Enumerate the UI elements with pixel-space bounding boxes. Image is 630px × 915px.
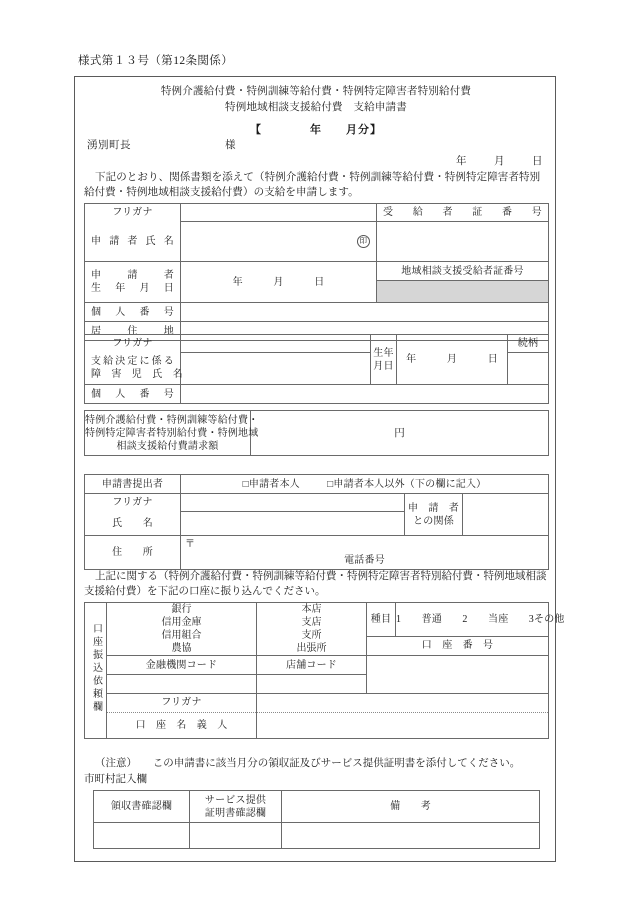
postal-code-mark: 〒 [185, 539, 196, 550]
holder-furigana-field[interactable] [257, 694, 548, 713]
bank-type-shinkumi: 信用組合 [161, 630, 202, 641]
account-number-label: 口 座 番 号 [367, 636, 549, 655]
date-month-label: 月 [494, 156, 505, 167]
branch-type-honten: 本店 [301, 604, 322, 615]
submitter-furigana-field[interactable] [181, 494, 405, 512]
title-line-1: 特例介護給付費・特例訓練等給付費・特例特定障害者特別給付費 [160, 86, 472, 97]
lead-paragraph: 下記のとおり、関係書類を添えて（特例介護給付費・特例訓練等給付費・特例特定障害者特別給付費・特例地域相談支援給付費）の支給を申請します。 [84, 172, 541, 198]
transfer-instruction: 上記に関する（特例介護給付費・特例訓練等給付費・特例特定障害者特別給付費・特例地域相談支援給付費）を下記の口座に振り込んでください。 [84, 571, 547, 597]
branch-code-input[interactable] [257, 675, 367, 694]
regional-recipient-number-label: 地域相談支援受給者証番号 [377, 262, 549, 281]
holder-name-label: 口 座 名 義 人 [135, 720, 228, 731]
applicant-birth-label: 申 請 者 生 年 月 日 [85, 262, 181, 303]
branch-type-shuccho: 出張所 [296, 643, 327, 654]
submitter-address-label: 住 所 [85, 536, 181, 570]
table-row [85, 222, 549, 262]
form-number: 様式第１３号（第12条関係） [78, 55, 234, 67]
remarks-label: 備 考 [282, 791, 540, 823]
applicant-table [84, 203, 549, 341]
bank-transfer-table [84, 602, 565, 739]
attachment-note: （注意） この申請書に該当月分の領収証及びサービス提供証明書を添付してください。 [95, 758, 521, 769]
bank-code-input[interactable] [107, 675, 257, 694]
applicant-birth-input[interactable]: 年 月 日 [181, 262, 377, 303]
receipt-check-input[interactable] [94, 823, 190, 849]
service-cert-label: サービス提供 証明書確認欄 [190, 791, 282, 823]
submitter-address-input[interactable] [181, 536, 549, 570]
table-row [85, 694, 549, 739]
branch-code-label: 店舗コード [257, 656, 367, 675]
service-cert-input[interactable] [190, 823, 282, 849]
addressee-honorific: 様 [225, 140, 236, 151]
bank-type-nokyo: 農協 [171, 643, 192, 654]
table-row [85, 475, 549, 494]
submitter-relation-label: 申 請 者 との関係 [405, 494, 463, 536]
date-year-label: 年 [456, 156, 467, 167]
form-inner-area [75, 77, 565, 863]
submitter-table [84, 474, 549, 570]
holder-name-field[interactable] [257, 713, 548, 738]
submitter-name-input[interactable] [181, 512, 405, 536]
target-month-line: 【 年 月分】 [250, 124, 382, 136]
table-row [85, 494, 549, 512]
addressee-mayor: 湧別町長 [87, 140, 131, 151]
submitter-relation-input[interactable] [463, 494, 549, 536]
checkbox-self[interactable]: □申請者本人 [242, 478, 300, 490]
applicant-name-input[interactable] [181, 222, 351, 262]
table-row [85, 204, 549, 222]
bank-name-input[interactable] [107, 603, 257, 656]
relation-input[interactable] [508, 353, 549, 385]
remarks-input[interactable] [282, 823, 540, 849]
child-personal-number-input[interactable] [181, 385, 549, 404]
checkbox-other[interactable]: □申請者本人以外（下の欄に記入） [327, 478, 487, 490]
applicant-furigana-label: フリガナ [85, 204, 181, 222]
applicant-personal-number-label: 個 人 番 号 [85, 303, 181, 322]
account-number-input[interactable] [367, 656, 549, 694]
recipient-number-input[interactable] [377, 222, 549, 262]
submitter-name-label: 氏 名 [85, 512, 181, 536]
table-row [85, 262, 549, 281]
table-row [85, 603, 549, 637]
child-birth-input[interactable]: 年 月 日 [397, 335, 508, 385]
phone-number-label: 電話番号 [344, 555, 385, 566]
claim-amount-table [84, 410, 549, 456]
bank-code-label: 金融機関コード [107, 656, 257, 675]
applicant-personal-number-input[interactable] [181, 303, 549, 322]
claim-amount-input[interactable] [251, 411, 549, 456]
child-personal-number-label: 個 人 番 号 [85, 385, 181, 404]
bank-type-shinkin: 信用金庫 [161, 617, 202, 628]
table-row [85, 385, 549, 404]
seal-icon: 印 [357, 235, 370, 248]
claim-amount-label: 特例介護給付費・特例訓練等給付費・ 特例特定障害者特別給付費・特例地域 相談支援給付費請求額 [85, 411, 251, 456]
holder-furigana-label: フリガナ [107, 694, 256, 713]
table-row [94, 823, 540, 849]
table-row [85, 656, 549, 675]
table-row [85, 303, 549, 322]
relation-label: 続柄 [508, 335, 549, 353]
child-furigana-field[interactable] [181, 335, 371, 353]
title-line-2: 特例地域相談支援給付費 支給申請書 [225, 102, 407, 113]
child-furigana-label: フリガナ [85, 335, 181, 353]
submitter-furigana-label: フリガナ [85, 494, 181, 512]
child-birth-label: 生年 月日 [371, 335, 397, 385]
child-name-input[interactable] [181, 353, 371, 385]
table-row [85, 411, 549, 456]
application-date-line [456, 153, 543, 168]
submitter-options[interactable] [181, 475, 549, 494]
child-table [84, 334, 549, 404]
regional-recipient-number-input[interactable] [377, 281, 549, 303]
submitter-label: 申請書提出者 [85, 475, 181, 494]
currency-unit: 円 [394, 427, 405, 439]
holder-input-cell[interactable] [257, 694, 549, 739]
form-title [75, 84, 557, 116]
municipal-table [93, 790, 540, 849]
applicant-name-label: 申請者氏名 [85, 222, 181, 262]
municipal-section-label: 市町村記入欄 [84, 774, 147, 785]
residence-label: 居 住 地 [85, 322, 181, 341]
receipt-check-label: 領収書確認欄 [94, 791, 190, 823]
branch-type-shisho: 支所 [301, 630, 322, 641]
child-name-label: 支給決定に係る 障 害 児 氏 名 [85, 353, 181, 385]
table-row [94, 791, 540, 823]
bank-type-ginko: 銀行 [171, 604, 192, 615]
date-day-label: 日 [532, 156, 543, 167]
account-type-options[interactable]: 1 普通 2 当座 3その他 [396, 603, 549, 637]
branch-type-shiten: 支店 [301, 617, 322, 628]
table-row [85, 335, 549, 353]
branch-name-input[interactable] [257, 603, 367, 656]
holder-label-cell [107, 694, 257, 739]
seal-mark-cell [351, 222, 377, 262]
table-row [85, 536, 549, 570]
applicant-furigana-field[interactable] [181, 204, 377, 222]
form-outer-frame [74, 76, 565, 862]
transfer-side-label: 口座振込依頼欄 [85, 603, 107, 739]
account-type-label: 種目 [367, 603, 396, 637]
recipient-number-label: 受給者証番号 [377, 204, 549, 222]
